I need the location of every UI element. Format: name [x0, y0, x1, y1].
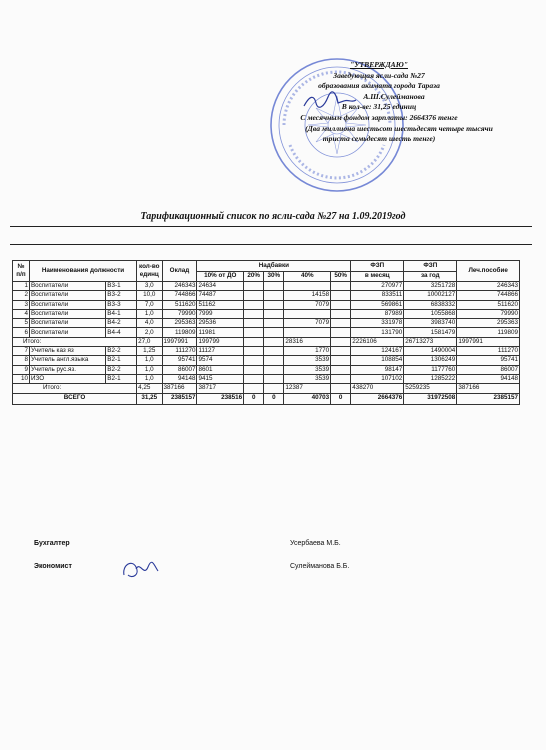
row-salary: 95741 [162, 356, 197, 365]
row-p50 [331, 374, 351, 383]
subtotal-month: 438270 [351, 384, 404, 393]
approval-monthly-fund: С месячным фондом зарплаты: 2664376 тенге [300, 112, 458, 122]
row-salary: 511620 [162, 300, 197, 309]
row-salary: 119809 [162, 328, 197, 337]
row-number: 2 [13, 291, 30, 300]
row-position: Учитель рус.яз. [29, 365, 105, 374]
row-year: 6838332 [404, 300, 457, 309]
row-p50 [331, 300, 351, 309]
row-p10: 29536 [197, 319, 244, 328]
row-p10: 7999 [197, 309, 244, 318]
accountant-label: Бухгалтер [34, 540, 70, 547]
row-p20 [244, 319, 264, 328]
row-month: 131790 [351, 328, 404, 337]
row-year: 1177760 [404, 365, 457, 374]
row-number: 6 [13, 328, 30, 337]
row-p40: 3539 [284, 365, 331, 374]
accountant-name: Усербаева М.Б. [290, 540, 341, 547]
row-category: В4-4 [106, 328, 137, 337]
total-p30: 0 [264, 393, 284, 404]
row-sick: 111270 [457, 347, 520, 356]
row-p50 [331, 347, 351, 356]
director-signature [300, 91, 360, 111]
row-position: Воспитатели [29, 319, 105, 328]
row-p40: 14158 [284, 291, 331, 300]
table-body-group1 [13, 282, 520, 338]
row-sick: 95741 [457, 356, 520, 365]
row-position: Воспитатели [29, 282, 105, 291]
row-units: 7,0 [137, 300, 162, 309]
table-row [13, 328, 520, 337]
row-p50 [331, 282, 351, 291]
row-p10: 11127 [197, 347, 244, 356]
total-salary: 2385157 [162, 393, 197, 404]
header-position: Наименования должности [29, 261, 136, 282]
row-p30 [264, 365, 284, 374]
row-p40: 3539 [284, 374, 331, 383]
row-position: Учитель англ.языка [29, 356, 105, 365]
row-p40: 1770 [284, 347, 331, 356]
row-position: Учитель каз яз [29, 347, 105, 356]
row-p10: 74487 [197, 291, 244, 300]
row-salary: 94148 [162, 374, 197, 383]
subtotal-salary: 1997991 [162, 337, 197, 346]
total-year: 31972508 [404, 393, 457, 404]
title-underline [10, 226, 532, 227]
row-p10: 8601 [197, 365, 244, 374]
row-year: 10002127 [404, 291, 457, 300]
subtotal-row [13, 337, 520, 346]
subtotal-p40: 28316 [284, 337, 331, 346]
table-row [13, 319, 520, 328]
row-category: В4-1 [106, 309, 137, 318]
subtotal-salary: 387166 [162, 384, 197, 393]
row-p10: 24634 [197, 282, 244, 291]
row-year: 3983740 [404, 319, 457, 328]
subtotal-row [13, 384, 520, 393]
row-sick: 744866 [457, 291, 520, 300]
row-month: 331978 [351, 319, 404, 328]
approval-title: "УТВЕРЖДАЮ" [350, 60, 408, 69]
row-p20 [244, 356, 264, 365]
total-month: 2664376 [351, 393, 404, 404]
row-p40: 7079 [284, 319, 331, 328]
row-number: 8 [13, 356, 30, 365]
row-sick: 94148 [457, 374, 520, 383]
table-row [13, 365, 520, 374]
row-number: 1 [13, 282, 30, 291]
row-number: 5 [13, 319, 30, 328]
row-p30 [264, 291, 284, 300]
table-row [13, 374, 520, 383]
row-sick: 119809 [457, 328, 520, 337]
header-p50: 50% [331, 271, 351, 282]
tariff-table [12, 260, 520, 405]
subtotal-sick: 387166 [457, 384, 520, 393]
total-p20: 0 [244, 393, 264, 404]
row-p10: 51162 [197, 300, 244, 309]
row-p30 [264, 328, 284, 337]
row-salary: 246343 [162, 282, 197, 291]
row-units: 10,0 [137, 291, 162, 300]
row-units: 1,0 [137, 356, 162, 365]
table-body-group2 [13, 347, 520, 384]
row-sick: 246343 [457, 282, 520, 291]
row-year: 1490004 [404, 347, 457, 356]
row-position: Воспитатели [29, 328, 105, 337]
row-month: 569861 [351, 300, 404, 309]
row-month: 87989 [351, 309, 404, 318]
row-p30 [264, 309, 284, 318]
row-category: В2-2 [106, 347, 137, 356]
row-number: 9 [13, 365, 30, 374]
row-p20 [244, 347, 264, 356]
row-salary: 111270 [162, 347, 197, 356]
row-sick: 86007 [457, 365, 520, 374]
subtotal-sick: 1997991 [457, 337, 520, 346]
row-sick: 511620 [457, 300, 520, 309]
approval-signatory: А.Ш.Сулейманова [363, 91, 425, 101]
economist-signature [118, 555, 164, 585]
row-p50 [331, 309, 351, 318]
row-category: В3-1 [106, 282, 137, 291]
total-p10: 238516 [197, 393, 244, 404]
row-p50 [331, 356, 351, 365]
row-number: 10 [13, 374, 30, 383]
row-category: В3-3 [106, 300, 137, 309]
subtotal-year: 26713273 [404, 337, 457, 346]
row-month: 107102 [351, 374, 404, 383]
row-p30 [264, 356, 284, 365]
row-number: 7 [13, 347, 30, 356]
row-category: В4-2 [106, 319, 137, 328]
document-title: Тарификационный список по ясли-сада №27 на 1.09.2019год [140, 211, 406, 222]
row-p30 [264, 374, 284, 383]
table-row [13, 356, 520, 365]
economist-name: Сулейманова Б.Б. [290, 563, 350, 570]
row-p40 [284, 309, 331, 318]
header-p10: 10% от ДО [197, 271, 244, 282]
approval-block [244, 60, 514, 145]
row-units: 1,0 [137, 374, 162, 383]
total-p50: 0 [331, 393, 351, 404]
row-category: В2-1 [106, 374, 137, 383]
header-fzp-year: за год [404, 271, 457, 282]
header-p20: 20% [244, 271, 264, 282]
row-p10: 9574 [197, 356, 244, 365]
row-month: 833511 [351, 291, 404, 300]
row-position: ИЗО [29, 374, 105, 383]
row-month: 124167 [351, 347, 404, 356]
subtotal-p10: 38717 [197, 384, 244, 393]
subtotal-units: 4,25 [137, 384, 162, 393]
row-p50 [331, 328, 351, 337]
row-position: Воспитатели [29, 309, 105, 318]
approval-line-1: Заведующая ясли-сада №27 [333, 70, 425, 80]
row-number: 3 [13, 300, 30, 309]
approval-amount-words-2: триста семьдесят шесть тенге) [322, 134, 436, 144]
row-p30 [264, 282, 284, 291]
row-units: 2,0 [137, 328, 162, 337]
row-units: 3,0 [137, 282, 162, 291]
row-year: 1581479 [404, 328, 457, 337]
row-p50 [331, 319, 351, 328]
total-label: ВСЕГО [13, 393, 137, 404]
row-p50 [331, 365, 351, 374]
row-salary: 295363 [162, 319, 197, 328]
row-category: В2-2 [106, 365, 137, 374]
approval-amount-words-1: (Два миллиона шестьсот шестьдесят четыре тысячи [305, 123, 493, 133]
header-sick-allowance: Леч.пособие [457, 261, 520, 282]
header-salary: Оклад [162, 261, 197, 282]
approval-line-2: образования акимата города Тараза [318, 81, 440, 91]
row-p20 [244, 300, 264, 309]
row-p20 [244, 309, 264, 318]
row-p20 [244, 282, 264, 291]
row-p10: 9415 [197, 374, 244, 383]
subtotal-year: 5259235 [404, 384, 457, 393]
header-p30: 30% [264, 271, 284, 282]
divider-line [10, 244, 532, 245]
row-month: 98147 [351, 365, 404, 374]
row-month: 270977 [351, 282, 404, 291]
row-category: В3-2 [106, 291, 137, 300]
row-p20 [244, 328, 264, 337]
row-p30 [264, 300, 284, 309]
row-units: 1,0 [137, 309, 162, 318]
row-units: 1,0 [137, 365, 162, 374]
row-p30 [264, 319, 284, 328]
total-units: 31,25 [137, 393, 162, 404]
row-p40: 7079 [284, 300, 331, 309]
economist-label: Экономист [34, 563, 72, 570]
row-sick: 295363 [457, 319, 520, 328]
header-fzp-month: в месяц [351, 271, 404, 282]
table-total [13, 393, 520, 404]
row-category: В2-1 [106, 356, 137, 365]
header-num: № п/п [13, 261, 30, 282]
header-fzp-month-top: ФЗП [351, 261, 404, 272]
approval-units: В кол-ве: 31,25 единиц [341, 102, 417, 112]
subtotal-label: Итого: [13, 337, 137, 346]
row-number: 4 [13, 309, 30, 318]
row-p20 [244, 291, 264, 300]
table-itog2 [13, 384, 520, 393]
row-salary: 79990 [162, 309, 197, 318]
row-salary: 744866 [162, 291, 197, 300]
row-p40 [284, 328, 331, 337]
row-position: Воспитатели [29, 300, 105, 309]
total-sick: 2385157 [457, 393, 520, 404]
row-units: 4,0 [137, 319, 162, 328]
row-year: 1285222 [404, 374, 457, 383]
header-p40: 40% [284, 271, 331, 282]
table-itog1 [13, 337, 520, 346]
subtotal-units: 27,0 [137, 337, 162, 346]
table-row [13, 291, 520, 300]
table-row [13, 300, 520, 309]
row-p40 [284, 282, 331, 291]
subtotal-p10: 199799 [197, 337, 244, 346]
total-p40: 40703 [284, 393, 331, 404]
subtotal-label: Итого: [13, 384, 137, 393]
row-position: Воспитатели [29, 291, 105, 300]
row-p30 [264, 347, 284, 356]
subtotal-month: 2226106 [351, 337, 404, 346]
row-p40: 3539 [284, 356, 331, 365]
row-month: 108854 [351, 356, 404, 365]
row-sick: 79990 [457, 309, 520, 318]
table-row [13, 282, 520, 291]
row-salary: 86007 [162, 365, 197, 374]
total-row [13, 393, 520, 404]
row-year: 1306249 [404, 356, 457, 365]
row-p20 [244, 374, 264, 383]
header-fzp-year-top: ФЗП [404, 261, 457, 272]
row-year: 3251728 [404, 282, 457, 291]
row-p10: 11981 [197, 328, 244, 337]
table-row [13, 347, 520, 356]
table-row [13, 309, 520, 318]
row-year: 1055868 [404, 309, 457, 318]
header-units: кол-во единц [137, 261, 162, 282]
row-p20 [244, 365, 264, 374]
row-p50 [331, 291, 351, 300]
header-nadbavki: Надбавки [197, 261, 351, 272]
subtotal-p40: 12387 [284, 384, 331, 393]
row-units: 1,25 [137, 347, 162, 356]
